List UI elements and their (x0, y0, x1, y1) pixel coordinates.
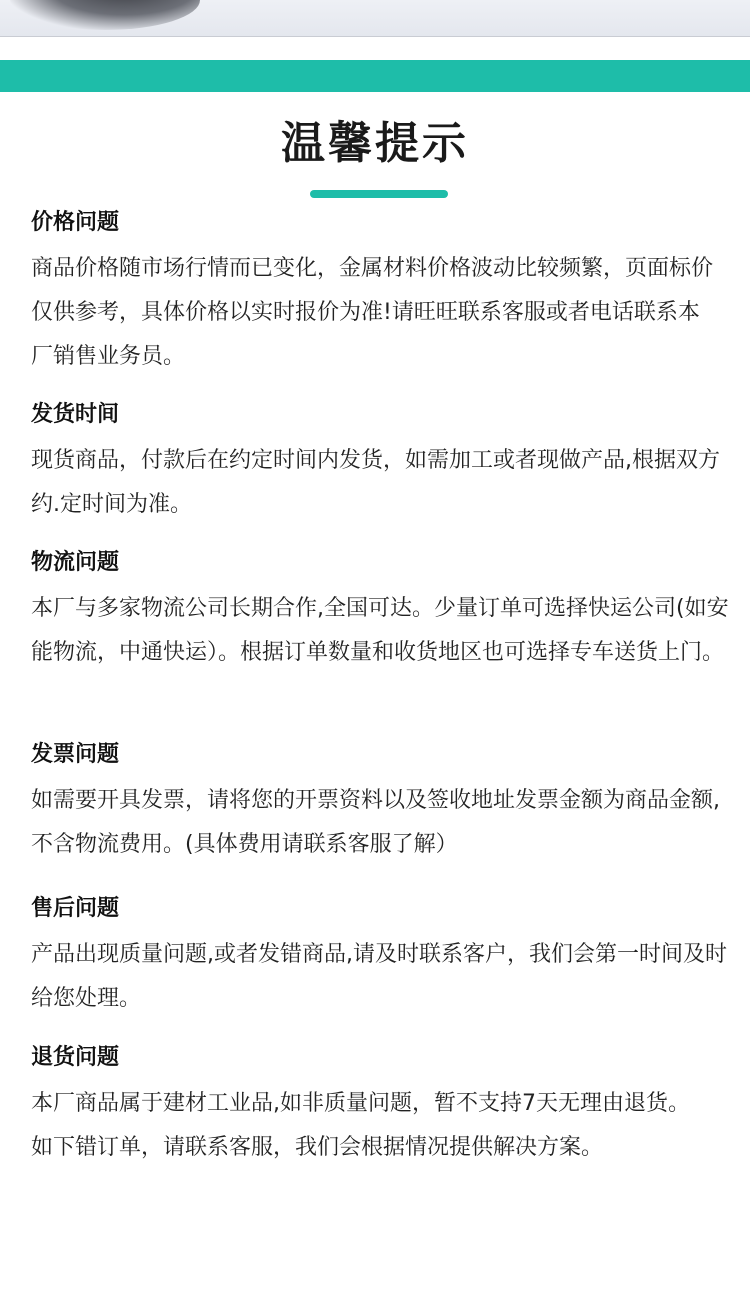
title-underline (310, 190, 448, 198)
accent-band (0, 60, 750, 92)
section-price (31, 205, 721, 379)
product-photo-object (10, 0, 200, 30)
section-heading: 售后问题 (31, 896, 120, 921)
section-logistics (31, 545, 731, 675)
section-body: 商品价格随市场行情而已变化，金属材料价格波动比较频繁，页面标价仅供参考，具体价格以实时报价为准!请旺旺联系客服或者电话联系本厂销售业务员。 (31, 256, 714, 369)
section-returns (31, 1040, 711, 1170)
section-heading: 发货时间 (31, 402, 120, 427)
section-heading: 退货问题 (31, 1045, 120, 1070)
section-invoice (31, 737, 721, 867)
product-photo-strip (0, 0, 750, 37)
page-title: 温馨提示 (281, 118, 469, 169)
section-shipping-time (31, 397, 721, 527)
section-heading: 物流问题 (31, 550, 120, 575)
section-body: 现货商品，付款后在约定时间内发货，如需加工或者现做产品,根据双方约.定时间为准。 (31, 448, 720, 517)
section-body: 本厂商品属于建材工业品,如非质量问题，暂不支持7天无理由退货。如下错订单，请联系客服，我们会根据情况提供解决方案。 (31, 1091, 690, 1160)
section-body: 本厂与多家物流公司长期合作,全国可达。少量订单可选择快运公司(如安能物流，中通快运）。根据订单数量和收货地区也可选择专车送货上门。 (31, 596, 729, 665)
section-after-sales (31, 891, 731, 1021)
section-heading: 价格问题 (31, 210, 120, 235)
section-body: 产品出现质量问题,或者发错商品,请及时联系客户，我们会第一时间及时给您处理。 (31, 942, 727, 1011)
section-heading: 发票问题 (31, 742, 120, 767)
section-body: 如需要开具发票，请将您的开票资料以及签收地址发票金额为商品金额,不含物流费用。(具体费用请联系客服了解） (31, 788, 720, 857)
